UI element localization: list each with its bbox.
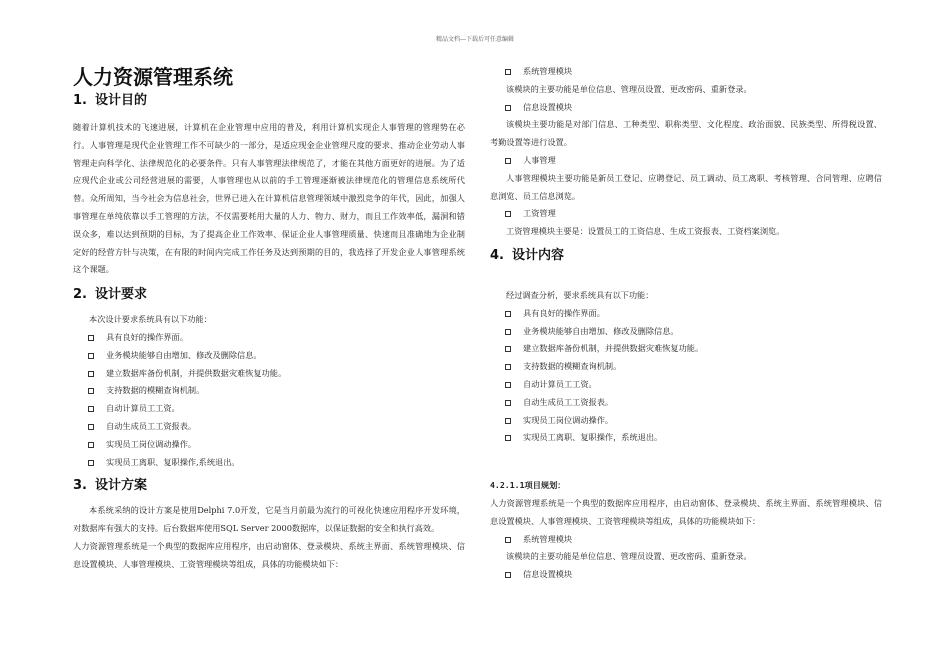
checkbox-bullet-icon <box>505 418 511 424</box>
subsection-heading: 4.2.1.1项目规划： <box>490 480 566 491</box>
section-3-paragraph-2: 人力资源管理系统是一个典型的数据库应用程序，由启动窗体、登录模块、系统主界面、系统管理模块、信息设置模块、人事管理模块、工资管理模块等组成，具体的功能模块如下： <box>73 540 465 569</box>
list-item: 自动计算员工工资。 <box>490 376 882 394</box>
module-description: 该模块的主要功能是单位信息、管理员设置、更改密码、重新登录。 <box>506 551 752 562</box>
list-item: 支持数据的模糊查询机制。 <box>490 358 882 376</box>
checkbox-bullet-icon <box>505 572 511 578</box>
list-item: 业务模块能够自由增加、修改及删除信息。 <box>490 323 882 341</box>
module-item: 人事管理 <box>490 152 882 170</box>
module-description: 工资管理模块主要是：设置员工的工资信息、生成工资报表、工资档案浏览。 <box>506 226 785 237</box>
list-item: 具有良好的操作界面。 <box>73 329 465 347</box>
checkbox-bullet-icon <box>88 388 94 394</box>
section-1-paragraph: 随着计算机技术的飞速进展，计算机在企业管理中应用的普及，利用计算机实现企人事管理的管理势在必行。人事管理是现代企业管理工作不可缺少的一部分，是适应现金企业管理尺度的要求、推动企业劳动人事管理走向科学化、法律规范化的必要条件。只有人事管理法律规范了，才能在其他方面更好的进展。为了适应现代企业或公司经营进展的需要，人事管理也从以前的手工管理逐渐被法律规范化的管理信息系统所代替。众所周知，当今社会为信息社会，世界已进入在计算机信息管理领域中激烈竞争的年代，因此，加强人事管理在单纯依靠以手工管理的方法，不仅需要耗用大量的人力、物力、财力，而且工作效率低，漏洞和错误众多，难以达到预期的目标，为了提高企业工作效率、保证企业人事管理质量、快速而且准确地为企业制定好的经营方针与决策，在有限的时间内完成工作任务及达到预期的目的，我选择了开发企业人事管理系统这个课题。 <box>73 122 465 275</box>
checkbox-bullet-icon <box>505 69 511 75</box>
module-item: 系统管理模块 <box>490 531 882 549</box>
section-2-list <box>73 329 465 471</box>
checkbox-bullet-icon <box>505 382 511 388</box>
section-2-heading: 2. 设计要求 <box>73 287 148 303</box>
checkbox-bullet-icon <box>505 364 511 370</box>
checkbox-bullet-icon <box>88 460 94 466</box>
checkbox-bullet-icon <box>505 537 511 543</box>
list-item: 实现员工离职、复职操作，系统退出。 <box>490 429 882 447</box>
subsection-paragraph: 人力资源管理系统是一个典型的数据库应用程序，由启动窗体、登录模块、系统主界面、系统管理模块、信息设置模块、人事管理模块、工资管理模块等组成，具体的功能模块如下： <box>490 497 882 526</box>
module-description: 该模块的主要功能是单位信息、管理员设置、更改密码、重新登录。 <box>506 83 752 94</box>
section-3-heading: 3. 设计方案 <box>73 478 148 494</box>
module-description: 该模块主要功能是对部门信息、工种类型、职称类型、文化程度、政治面貌、民族类型、所得税设置、考勤设置等进行设置。 <box>490 119 882 148</box>
list-item: 自动计算员工工资。 <box>73 400 465 418</box>
list-item: 实现员工离职、复职操作,系统退出。 <box>73 454 465 472</box>
module-list <box>490 63 882 241</box>
module-item: 系统管理模块 <box>490 63 882 81</box>
list-item: 建立数据库备份机制，并提供数据灾难恢复功能。 <box>490 340 882 358</box>
section-1-heading: 1. 设计目的 <box>73 93 148 108</box>
checkbox-bullet-icon <box>505 211 511 217</box>
list-item: 支持数据的模糊查询机制。 <box>73 382 465 400</box>
checkbox-bullet-icon <box>505 311 511 317</box>
list-item: 建立数据库备份机制，并提供数据灾难恢复功能。 <box>73 365 465 383</box>
checkbox-bullet-icon <box>505 105 511 111</box>
section-4-list <box>490 305 882 447</box>
list-item: 具有良好的操作界面。 <box>490 305 882 323</box>
header-note: 精品文档---下载后可任意编辑 <box>435 36 515 43</box>
checkbox-bullet-icon <box>505 158 511 164</box>
list-item: 自动生成员工工资报表。 <box>73 418 465 436</box>
section-2-intro: 本次设计要求系统具有以下功能： <box>89 314 212 325</box>
section-4-intro: 经过调查分析，要求系统具有以下功能： <box>506 289 654 300</box>
checkbox-bullet-icon <box>88 442 94 448</box>
checkbox-bullet-icon <box>88 406 94 412</box>
module-description: 人事管理模块主要功能是新员工登记、应聘登记、员工调动、员工离职、考核管理、合同管理、应聘信息浏览、员工信息浏览。 <box>490 172 882 201</box>
section-4-heading: 4. 设计内容 <box>490 247 565 263</box>
list-item: 自动生成员工工资报表。 <box>490 394 882 412</box>
checkbox-bullet-icon <box>88 335 94 341</box>
module-item: 工资管理 <box>490 205 882 223</box>
checkbox-bullet-icon <box>505 329 511 335</box>
left-column <box>73 64 465 574</box>
right-column <box>490 63 882 584</box>
section-3-paragraph-1: 本系统采纳的设计方案是使用Delphi 7.0开发，它是当月前最为流行的可视化快速应用程序开发环境，对数据库有强大的支持。后台数据库使用SQL Server 2000数据库，以保证数据的安全和执行高效。 <box>73 505 465 534</box>
checkbox-bullet-icon <box>505 400 511 406</box>
checkbox-bullet-icon <box>505 346 511 352</box>
module-item: 信息设置模块 <box>490 99 882 117</box>
module-item: 信息设置模块 <box>490 566 882 584</box>
checkbox-bullet-icon <box>88 353 94 359</box>
checkbox-bullet-icon <box>505 435 511 441</box>
checkbox-bullet-icon <box>88 371 94 377</box>
list-item: 实现员工岗位调动操作。 <box>490 412 882 430</box>
list-item: 业务模块能够自由增加、修改及删除信息。 <box>73 347 465 365</box>
checkbox-bullet-icon <box>88 424 94 430</box>
list-item: 实现员工岗位调动操作。 <box>73 436 465 454</box>
document-title: 人力资源管理系统 <box>73 65 233 89</box>
